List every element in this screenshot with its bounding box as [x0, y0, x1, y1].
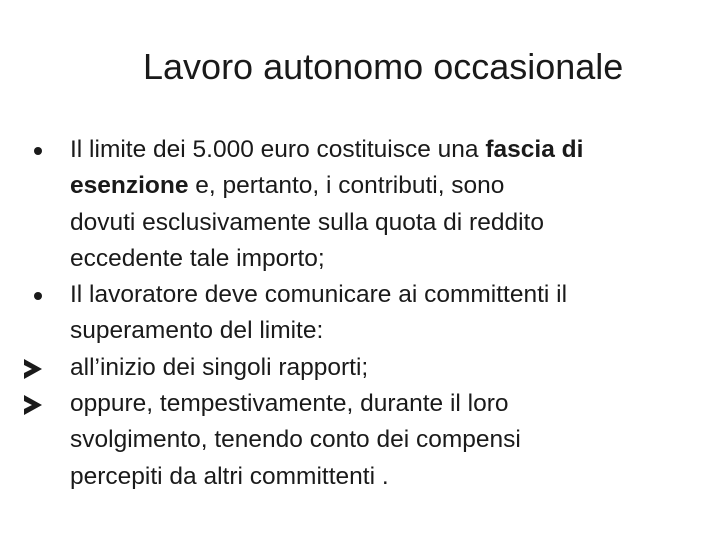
bullet-dot-icon [31, 277, 59, 313]
arrow-bullet-icon [22, 386, 50, 422]
arrow-bullet-icon [22, 350, 50, 386]
arrow-line: all’inizio dei singoli rapporti; [70, 353, 369, 381]
bullet-line: Il lavoratore deve comunicare ai committenti il [70, 281, 568, 309]
slide-body [22, 132, 702, 495]
arrow-item [22, 386, 702, 495]
arrow-item [22, 350, 702, 386]
bullet-line: superamento del limite: [70, 317, 324, 345]
bullet-line: Il limite dei 5.000 euro costituisce una fascia di [70, 136, 584, 163]
bullet-item [22, 277, 702, 350]
bullet-line: dovuti esclusivamente sulla quota di reddito [70, 208, 544, 236]
arrow-line: oppure, tempestivamente, durante il loro [70, 390, 509, 418]
bullet-line: eccedente tale importo; [70, 244, 325, 272]
arrow-line: percepiti da altri committenti . [70, 462, 389, 490]
bullet-dot-icon [31, 132, 59, 168]
arrow-line: svolgimento, tenendo conto dei compensi [70, 426, 521, 454]
bullet-line: esenzione e, pertanto, i contributi, sono [70, 172, 505, 200]
bullet-item [22, 132, 702, 277]
slide-title: Lavoro autonomo occasionale [143, 46, 624, 87]
